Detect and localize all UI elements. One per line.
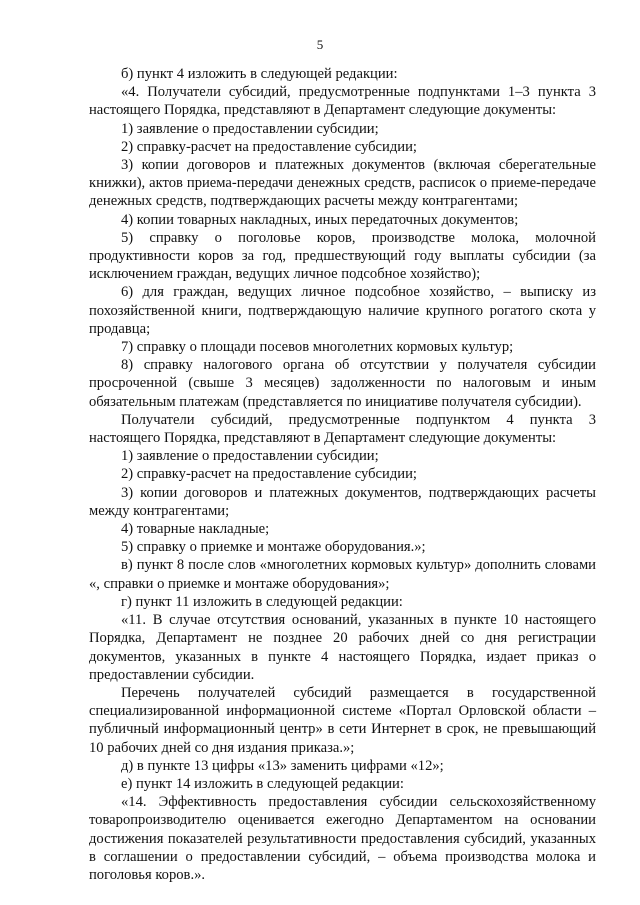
list-item: 3) копии договоров и платежных документов, подтверждающих расчеты между контрагентами; [89, 484, 596, 519]
paragraph: б) пункт 4 изложить в следующей редакции: [121, 66, 398, 82]
list-item: 5) справку о поголовье коров, производстве молока, молочной продуктивности коров за год, предшествующий году выплаты субсидии (за исключением граждан, ведущих личное подсобное хозяйство); [89, 229, 596, 283]
paragraph: «14. Эффективность предоставления субсидии сельскохозяйственному товаропроизводителю оценивается ежегодно Департаментом на основании достижения показателей результативности предоставления субсидий, указанных в соглашении о предоставлении субсидий, – объема производства молока и поголовья коров.». [89, 794, 596, 883]
paragraph: е) пункт 14 изложить в следующей редакции: [121, 775, 404, 792]
list-item: 2) справку-расчет на предоставление субсидии; [121, 466, 417, 483]
paragraph: г) пункт 11 изложить в следующей редакции: [121, 593, 403, 610]
paragraph: в) пункт 8 после слов «многолетних кормовых культур» дополнить словами «, справки о приемке и монтаже оборудования»; [89, 557, 596, 592]
list-item: 7) справку о площади посевов многолетних кормовых культур; [121, 339, 514, 356]
list-item: 4) товарные накладные; [121, 521, 270, 538]
paragraph: д) в пункте 13 цифры «13» заменить цифрами «12»; [121, 757, 444, 774]
paragraph: «11. В случае отсутствия оснований, указанных в пункте 10 настоящего Порядка, Департамент не позднее 20 рабочих дней со дня регистрации документов, указанных в пункте 4 настоящего Порядка, издает приказ о предоставлении субсидии. [89, 612, 596, 683]
list-item: 3) копии договоров и платежных документов (включая сберегательные книжки), актов приема-передачи денежных средств, расписок о приеме-передаче денежных средств, подтверждающих расчеты между контрагентами; [89, 157, 596, 210]
page-number: 5 [316, 37, 324, 52]
paragraph: «4. Получатели субсидий, предусмотренные подпунктами 1–3 пункта 3 настоящего Порядка, представляют в Департамент следующие документы: [89, 84, 596, 119]
list-item: 1) заявление о предоставлении субсидии; [121, 448, 379, 465]
list-item: 5) справку о приемке и монтаже оборудования.»; [121, 539, 426, 556]
paragraph: Перечень получателей субсидий размещается в государственной специализированной информационной системе «Портал Орловской области – публичный информационный центр» в сети Интернет в срок, не превышающий 10 рабочих дней со дня издания приказа.»; [89, 684, 596, 756]
list-item: 6) для граждан, ведущих личное подсобное хозяйство, – выписку из похозяйственной книги, подтверждающую наличие крупного рогатого скота у продавца; [89, 284, 596, 337]
paragraph: Получатели субсидий, предусмотренные подпунктом 4 пункта 3 настоящего Порядка, представляют в Департамент следующие документы: [89, 411, 596, 447]
list-item: 8) справку налогового органа об отсутствии у получателя субсидии просроченной (свыше 3 месяцев) задолженности по налоговым и иным обязательным платежам (представляется по инициативе получателя субсидии). [89, 357, 596, 410]
list-item: 1) заявление о предоставлении субсидии; [121, 120, 379, 137]
list-item: 4) копии товарных накладных, иных передаточных документов; [121, 211, 519, 228]
list-item: 2) справку-расчет на предоставление субсидии; [121, 138, 417, 155]
document-body [89, 65, 596, 884]
